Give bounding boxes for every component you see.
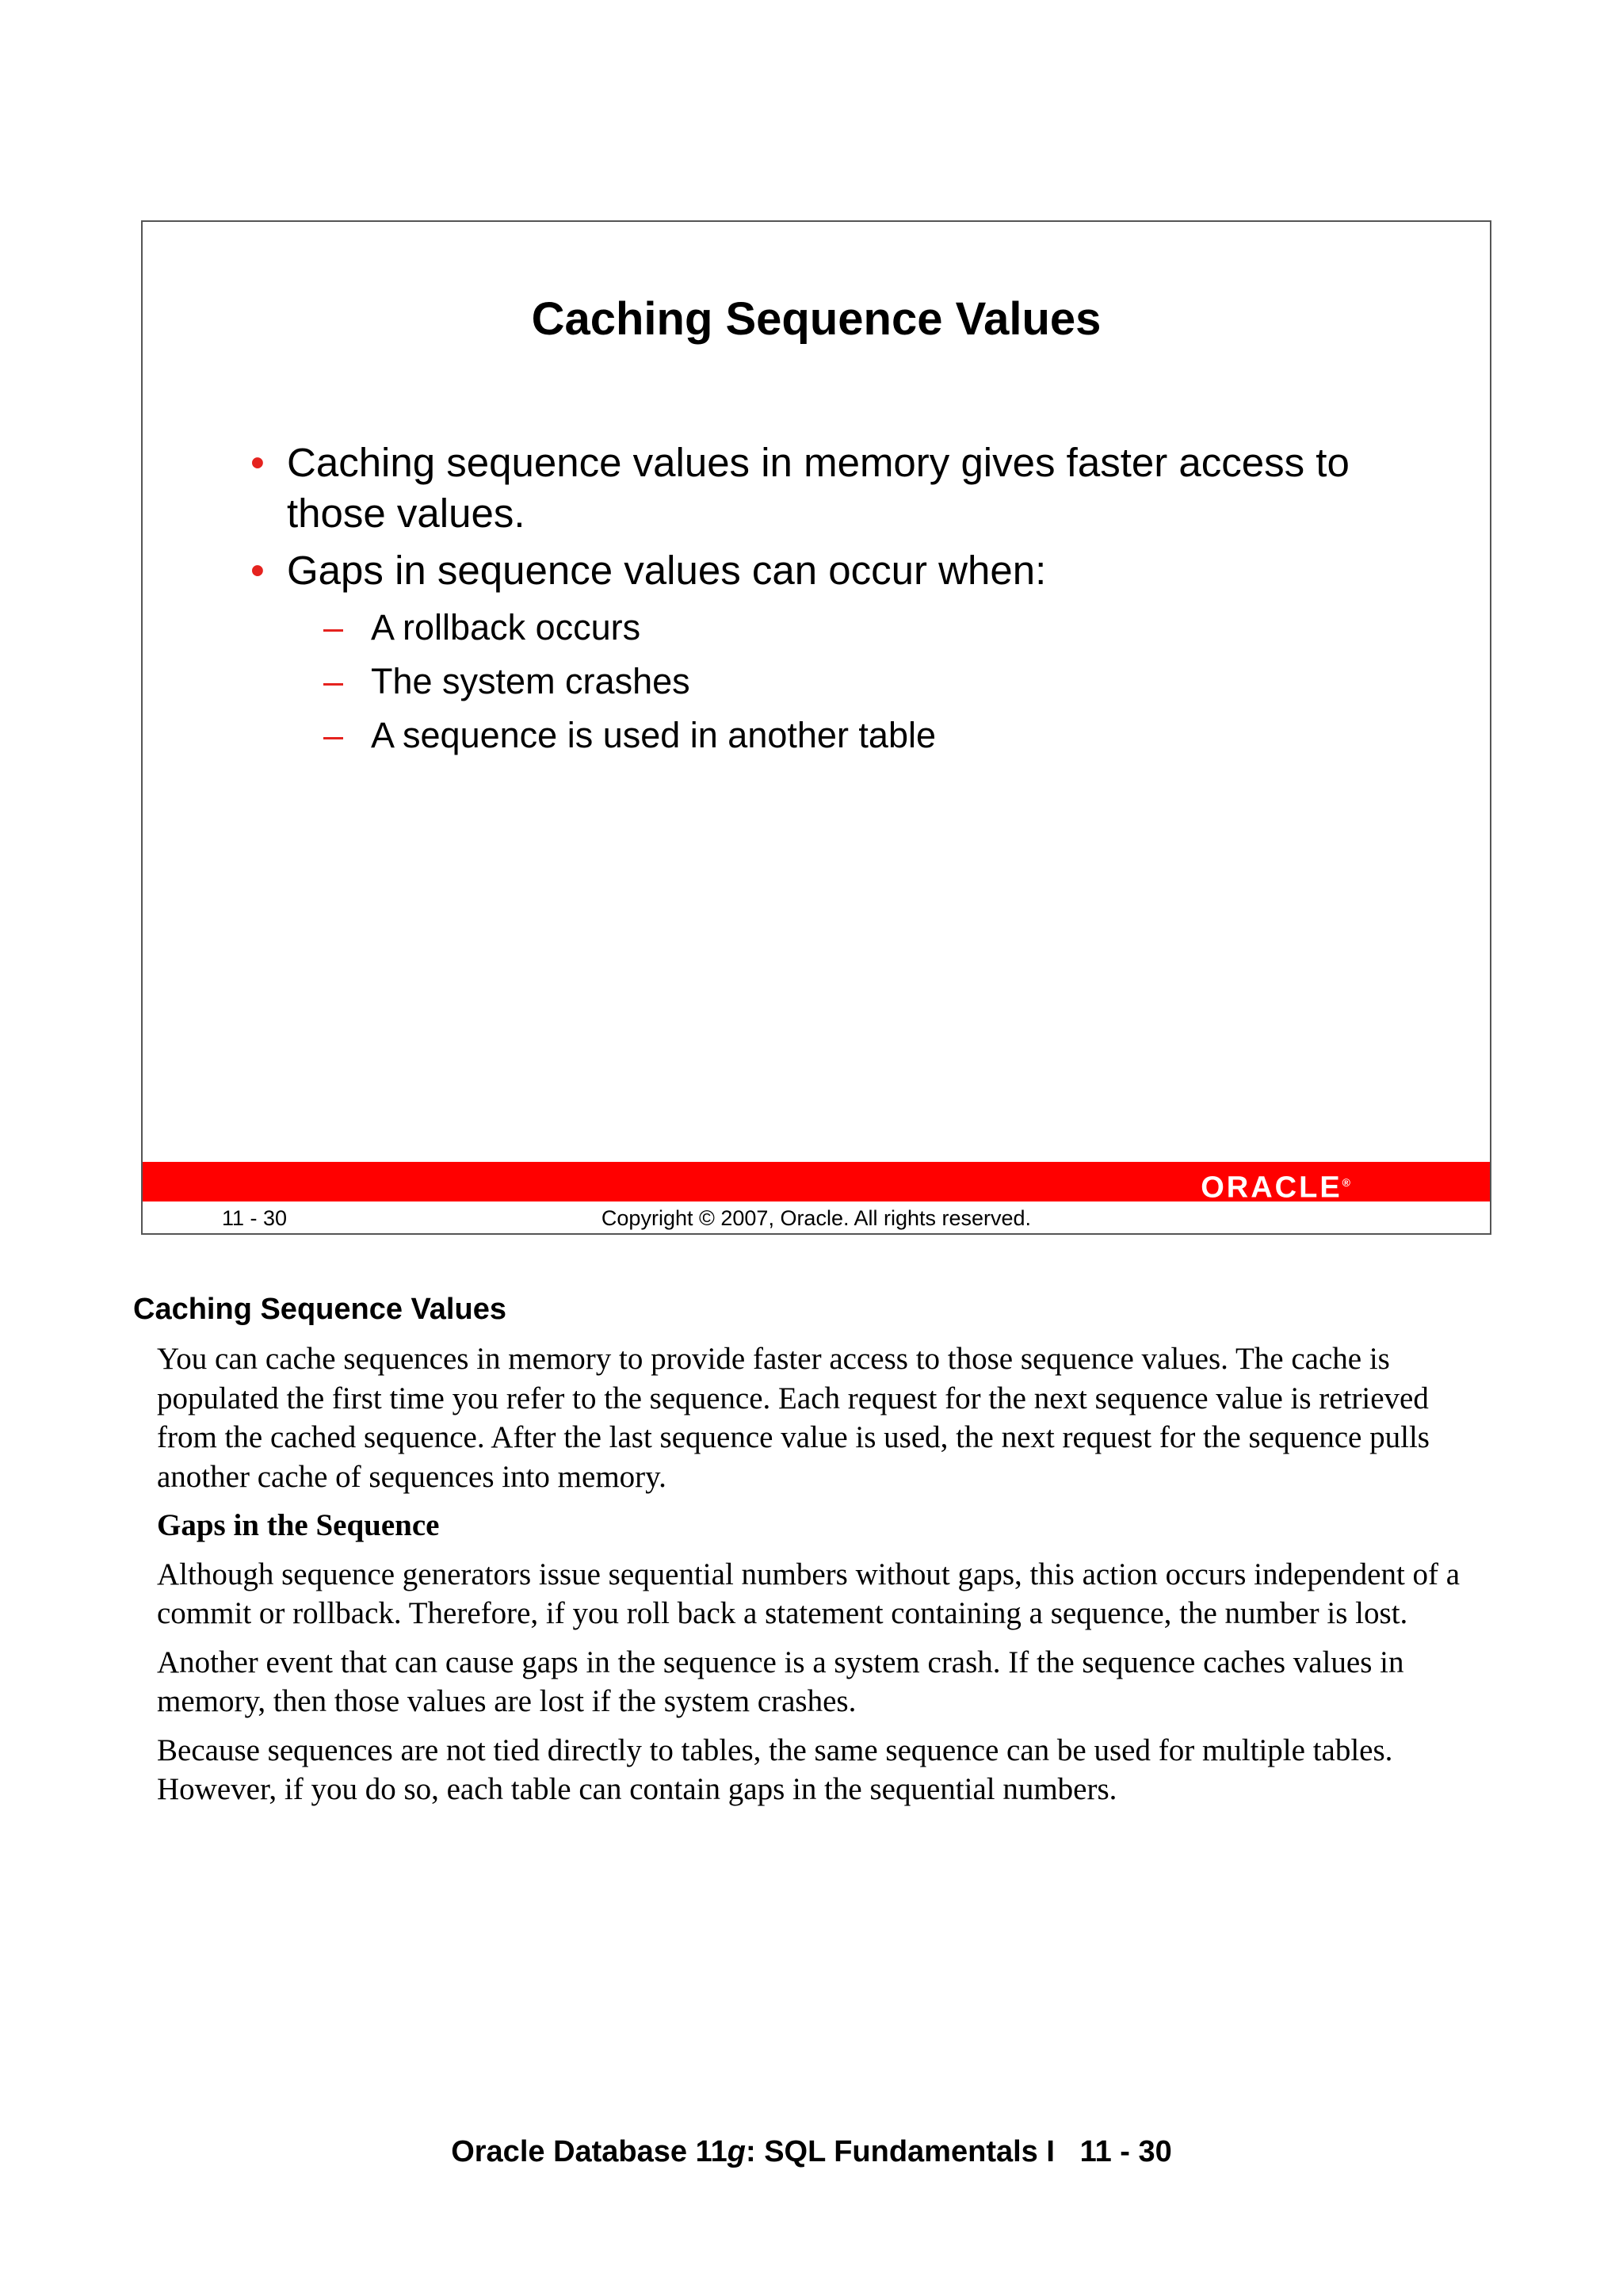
sub-bullet-marker: – <box>323 607 344 648</box>
sub-bullet <box>287 709 1360 762</box>
bullet-text: Caching sequence values in memory gives faster access to those values. <box>287 440 1350 536</box>
page-footer-prefix: Oracle Database 11 <box>451 2135 727 2168</box>
notes-paragraph: Because sequences are not tied directly to tables, the same sequence can be used for multiple tables. However, if you do so, each table can contain gaps in the sequential numbers. <box>157 1733 1393 1806</box>
notes-paragraph: Although sequence generators issue sequential numbers without gaps, this action occurs independent of a commit or rollback. Therefore, if you roll back a statement containing a sequence, the number is lost. <box>157 1557 1461 1630</box>
sub-bullet-marker: – <box>323 661 344 701</box>
slide-number: 11 - 30 <box>222 1206 288 1230</box>
slide <box>141 220 1491 1235</box>
sub-bullet-text: A rollback occurs <box>371 607 641 648</box>
oracle-logo-text: ORACLE <box>1201 1171 1342 1205</box>
slide-bullet-list <box>250 437 1360 769</box>
oracle-logo <box>1201 1167 1350 1204</box>
notes-heading: Caching Sequence Values <box>133 1293 506 1326</box>
slide-title: Caching Sequence Values <box>531 293 1102 345</box>
slide-bullet <box>250 545 1360 762</box>
slide-bullet <box>250 437 1360 539</box>
bullet-marker: • <box>250 440 265 485</box>
page-footer <box>0 2132 1623 2172</box>
sub-bullet-text: The system crashes <box>371 661 690 701</box>
sub-bullet <box>287 655 1360 709</box>
oracle-red-band <box>143 1162 1490 1205</box>
notes-body <box>157 1339 1496 1819</box>
bullet-marker: • <box>250 548 265 593</box>
sub-bullet-marker: – <box>323 715 344 755</box>
page-footer-italic: g <box>727 2135 746 2168</box>
copyright-text: Copyright © 2007, Oracle. All rights reserved. <box>601 1206 1032 1230</box>
sub-bullet <box>287 601 1360 655</box>
registered-mark: ® <box>1342 1176 1350 1189</box>
sub-bullet-list <box>287 601 1360 762</box>
notes-subheading: Gaps in the Sequence <box>157 1508 440 1542</box>
page-footer-suffix: : SQL Fundamentals I 11 - 30 <box>746 2135 1172 2168</box>
sub-bullet-text: A sequence is used in another table <box>371 715 937 755</box>
slide-footer <box>143 1201 1490 1235</box>
notes-paragraph: Another event that can cause gaps in the sequence is a system crash. If the sequence caches values in memory, then those values are lost if the system crashes. <box>157 1645 1404 1718</box>
notes-paragraph: You can cache sequences in memory to provide faster access to those sequence values. The cache is populated the first time you refer to the sequence. Each request for the next sequence value is retrieved from the cached sequence. After the last sequence value is used, the next request for the sequence pulls another cache of sequences into memory. <box>157 1342 1430 1494</box>
bullet-text: Gaps in sequence values can occur when: <box>287 548 1047 593</box>
